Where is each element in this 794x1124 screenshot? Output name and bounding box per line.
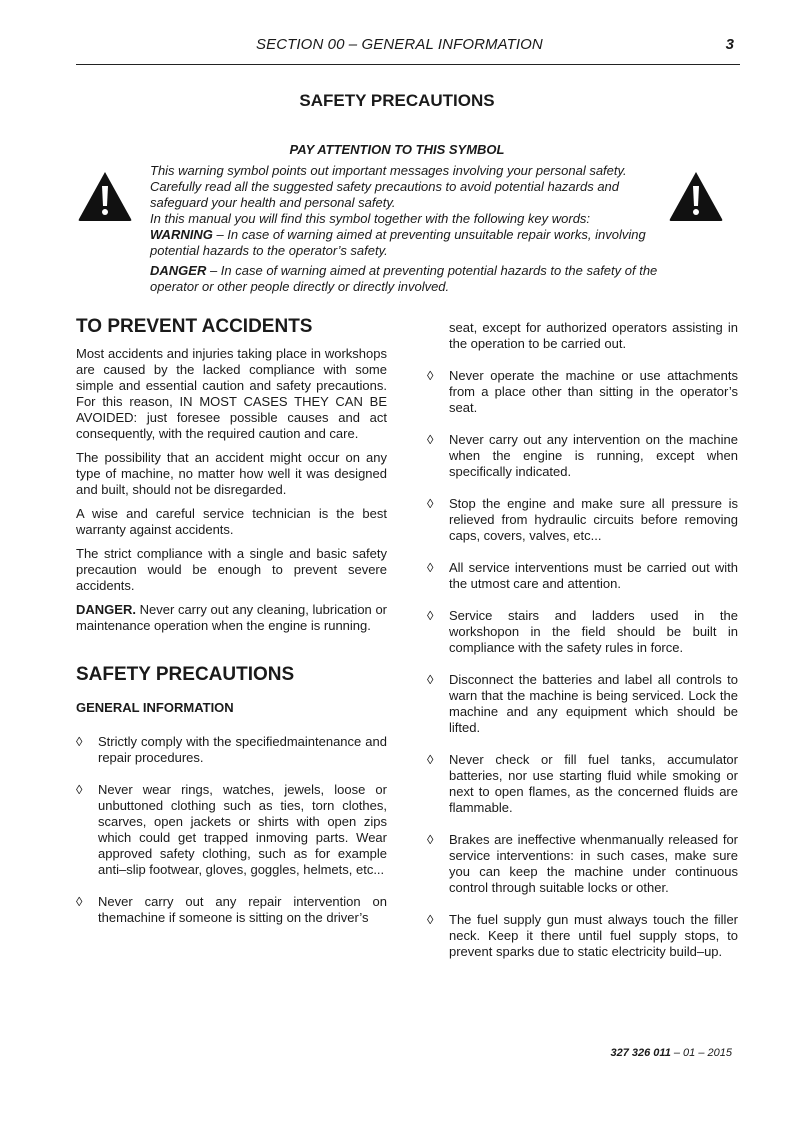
section-title: SECTION 00 – GENERAL INFORMATION: [256, 36, 543, 53]
danger-note: [76, 602, 387, 634]
warning-definition: [150, 227, 662, 259]
diamond-bullet-icon: ◊: [427, 432, 434, 447]
list-item: ◊ Never operate the machine or use attachments from a place other than sitting in the operator’s seat.: [427, 368, 738, 415]
list-item-continuation: seat, except for authorized operators assisting in the operation to be carried out.: [449, 320, 738, 351]
danger-definition: [150, 263, 662, 295]
diamond-bullet-icon: ◊: [76, 782, 83, 797]
revision-date: – 01 – 2015: [670, 1047, 732, 1059]
page-footer: [610, 1047, 732, 1059]
diamond-bullet-icon: ◊: [427, 560, 434, 575]
diamond-bullet-icon: ◊: [427, 496, 434, 511]
list-item: ◊ Never check or fill fuel tanks, accumulator batteries, nor use starting fluid while smoking or next to open flames, as the concerned fluids are flammable.: [427, 752, 738, 815]
list-item: ◊ Service stairs and ladders used in the workshopon in the field should be built in compliance with the safety rules in force.: [427, 608, 738, 655]
prevent-paragraph: The possibility that an accident might occur on any type of machine, no matter how well it was designed and built, should not be disregarded.: [76, 450, 387, 497]
warning-keyword: WARNING: [150, 227, 213, 242]
safety-precautions-heading: SAFETY PRECAUTIONS: [76, 664, 295, 685]
left-column: [76, 316, 387, 942]
list-item: ◊ All service interventions must be carried out with the utmost care and attention.: [427, 560, 738, 591]
warning-triangle-icon: [668, 170, 724, 222]
symbol-intro-1: This warning symbol points out important messages involving your personal safety.: [150, 163, 627, 178]
symbol-intro-2: Carefully read all the suggested safety precautions to avoid potential hazards and safeguard your health and personal safety.: [150, 179, 620, 210]
warning-triangle-icon: [77, 170, 133, 222]
list-item: ◊ Brakes are ineffective whenmanually released for service interventions: in such cases, make sure you can keep the machine under continuous control through suitable locks or other.: [427, 832, 738, 895]
danger-note-text: Never carry out any cleaning, lubrication or maintenance operation when the engine is running.: [76, 602, 387, 633]
prevent-paragraph: Most accidents and injuries taking place in workshops are caused by the lacked compliance with some simple and essential caution and safety precautions. For this reason, IN MOST CASES THEY CAN BE AVOIDED: just foresee possible causes and act consequently, with the required caution and care.: [76, 346, 387, 441]
danger-text: – In case of warning aimed at preventing potential hazards to the safety of the operator or other people directly or directly involved.: [150, 263, 658, 294]
symbol-heading: PAY ATTENTION TO THIS SYMBOL: [289, 142, 505, 157]
prevent-paragraph: The strict compliance with a single and basic safety precaution would be enough to prevent severe accidents.: [76, 546, 387, 593]
diamond-bullet-icon: ◊: [427, 752, 434, 767]
warning-text: – In case of warning aimed at preventing unsuitable repair works, involving potential hazards to the operator’s safety.: [150, 227, 646, 258]
diamond-bullet-icon: ◊: [76, 894, 83, 909]
diamond-bullet-icon: ◊: [427, 608, 434, 623]
diamond-bullet-icon: ◊: [427, 912, 434, 927]
diamond-bullet-icon: ◊: [427, 368, 434, 383]
danger-label: DANGER.: [76, 602, 136, 617]
document-number: 327 326 011: [610, 1047, 671, 1059]
list-item: ◊ Never carry out any intervention on the machine when the engine is running, except when specifically indicated.: [427, 432, 738, 479]
list-item: ◊ Disconnect the batteries and label all controls to warn that the machine is being serviced. Lock the machine and any equipment which should be lifted.: [427, 672, 738, 735]
list-item: ◊ Stop the engine and make sure all pressure is relieved from hydraulic circuits before removing caps, covers, valves, etc...: [427, 496, 738, 543]
diamond-bullet-icon: ◊: [427, 832, 434, 847]
list-item: ◊ Never wear rings, watches, jewels, loose or unbuttoned clothing such as ties, torn clothes, scarves, open jackets or shirts with open zips which could get trapped inmoving parts. Wear approved safety clothing, such as for example anti–slip footwear, gloves, goggles, helmets, etc...: [76, 782, 387, 877]
prevent-accidents-heading: TO PREVENT ACCIDENTS: [76, 316, 313, 337]
symbol-intro-3: In this manual you will find this symbol together with the following key words:: [150, 211, 591, 226]
page-title: SAFETY PRECAUTIONS: [299, 91, 495, 110]
right-column: [427, 320, 738, 976]
header-rule: [76, 64, 740, 65]
page-number: 3: [725, 36, 734, 53]
page-header: [76, 36, 740, 66]
prevent-paragraph: A wise and careful service technician is the best warranty against accidents.: [76, 506, 387, 537]
right-bullet-list: [427, 368, 738, 960]
left-bullet-list: [76, 734, 387, 926]
list-item: ◊ Never carry out any repair intervention on themachine if someone is sitting on the driver’s: [76, 894, 387, 925]
symbol-description: [150, 163, 662, 295]
diamond-bullet-icon: ◊: [427, 672, 434, 687]
danger-keyword: DANGER: [150, 263, 207, 278]
list-item: ◊ The fuel supply gun must always touch the filler neck. Keep it there until fuel supply stops, to prevent sparks due to static electricity build–up.: [427, 912, 738, 959]
diamond-bullet-icon: ◊: [76, 734, 83, 749]
general-information-subheading: GENERAL INFORMATION: [76, 700, 234, 715]
list-item: ◊ Strictly comply with the specifiedmaintenance and repair procedures.: [76, 734, 387, 765]
